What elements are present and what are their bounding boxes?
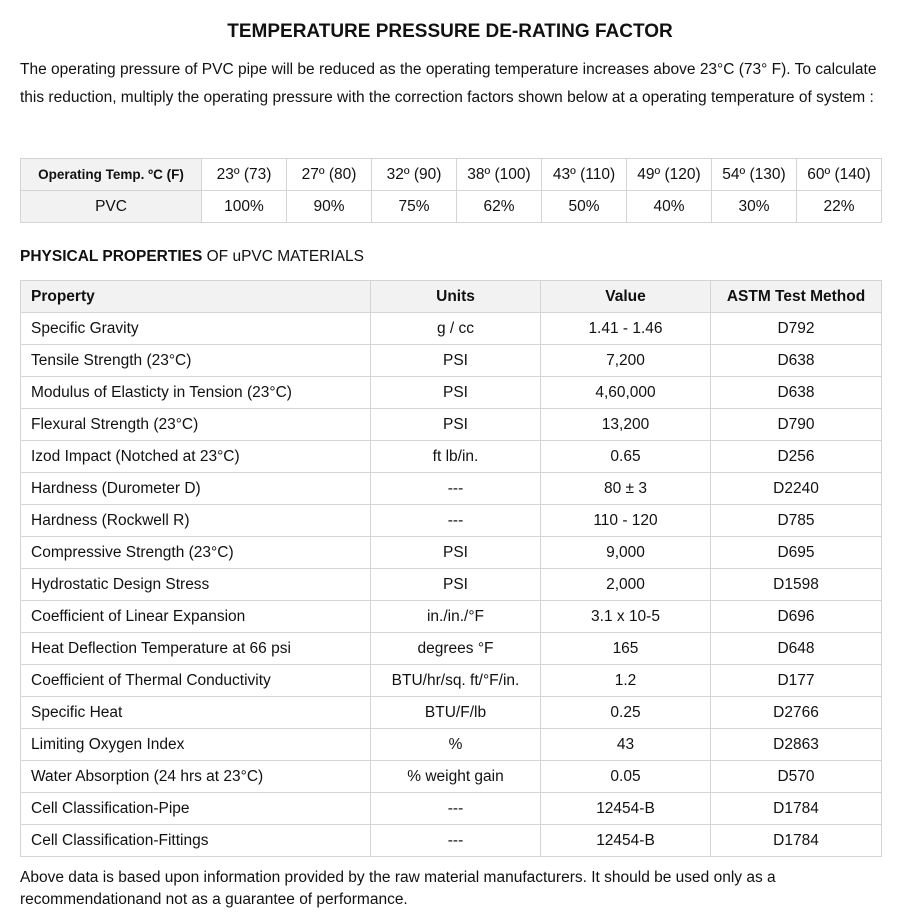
column-header-property: Property [21,281,371,313]
property-cell: Water Absorption (24 hrs at 23°C) [21,761,371,793]
units-cell: --- [371,473,541,505]
derating-table [20,158,882,223]
property-cell: Cell Classification-Fittings [21,825,371,857]
table-row [21,537,882,569]
astm-cell: D792 [711,313,882,345]
units-cell: degrees °F [371,633,541,665]
derating-temp-cell: 43º (110) [542,159,627,191]
astm-cell: D695 [711,537,882,569]
units-cell: PSI [371,409,541,441]
derating-temp-row [21,159,882,191]
page-title: TEMPERATURE PRESSURE DE-RATING FACTOR [227,21,673,42]
table-row [21,697,882,729]
astm-cell: D2240 [711,473,882,505]
units-cell: BTU/F/lb [371,697,541,729]
physical-properties-table [20,280,882,857]
table-row [21,569,882,601]
derating-factor-cell: 30% [712,191,797,223]
value-cell: 0.25 [541,697,711,729]
table-row [21,313,882,345]
units-cell: PSI [371,569,541,601]
property-cell: Izod Impact (Notched at 23°C) [21,441,371,473]
units-cell: in./in./°F [371,601,541,633]
property-cell: Hydrostatic Design Stress [21,569,371,601]
units-cell: BTU/hr/sq. ft/°F/in. [371,665,541,697]
units-cell: --- [371,505,541,537]
astm-cell: D177 [711,665,882,697]
derating-factor-cell: 62% [457,191,542,223]
astm-cell: D696 [711,601,882,633]
property-cell: Coefficient of Linear Expansion [21,601,371,633]
table-row [21,601,882,633]
astm-cell: D1598 [711,569,882,601]
units-cell: % weight gain [371,761,541,793]
table-row [21,633,882,665]
footnote: Above data is based upon information provided by the raw material manufacturers. It should be used only as a recommendationand not as a guarantee of performance. [20,869,776,908]
property-cell: Flexural Strength (23°C) [21,409,371,441]
value-cell: 13,200 [541,409,711,441]
property-cell: Specific Gravity [21,313,371,345]
physical-header-row [21,281,882,313]
astm-cell: D790 [711,409,882,441]
value-cell: 1.2 [541,665,711,697]
astm-cell: D2766 [711,697,882,729]
astm-cell: D570 [711,761,882,793]
table-row [21,729,882,761]
value-cell: 12454-B [541,793,711,825]
value-cell: 0.65 [541,441,711,473]
value-cell: 7,200 [541,345,711,377]
property-cell: Compressive Strength (23°C) [21,537,371,569]
astm-cell: D2863 [711,729,882,761]
intro-paragraph: The operating pressure of PVC pipe will be reduced as the operating temperature increases above 23°C (73° F). To calculate this reduction, multiply the operating pressure with the correction factors shown below at a operating temperature of system : [20,61,877,106]
derating-factor-cell: 50% [542,191,627,223]
astm-cell: D1784 [711,793,882,825]
derating-factor-cell: 100% [202,191,287,223]
derating-temp-cell: 38º (100) [457,159,542,191]
table-row [21,377,882,409]
units-cell: ft lb/in. [371,441,541,473]
astm-cell: D638 [711,377,882,409]
value-cell: 0.05 [541,761,711,793]
units-cell: PSI [371,537,541,569]
astm-cell: D1784 [711,825,882,857]
astm-cell: D256 [711,441,882,473]
value-cell: 1.41 - 1.46 [541,313,711,345]
property-cell: Tensile Strength (23°C) [21,345,371,377]
derating-factor-cell: 75% [372,191,457,223]
value-cell: 110 - 120 [541,505,711,537]
column-header-astm: ASTM Test Method [711,281,882,313]
table-row [21,441,882,473]
derating-factor-cell: 40% [627,191,712,223]
derating-factor-row [21,191,882,223]
physical-heading-rest: OF uPVC MATERIALS [202,248,364,265]
astm-cell: D648 [711,633,882,665]
value-cell: 43 [541,729,711,761]
derating-temp-cell: 54º (130) [712,159,797,191]
property-cell: Hardness (Rockwell R) [21,505,371,537]
table-row [21,793,882,825]
value-cell: 9,000 [541,537,711,569]
table-row [21,409,882,441]
derating-material-label: PVC [21,191,202,223]
units-cell: % [371,729,541,761]
derating-temp-cell: 49º (120) [627,159,712,191]
property-cell: Cell Classification-Pipe [21,793,371,825]
value-cell: 3.1 x 10-5 [541,601,711,633]
units-cell: PSI [371,377,541,409]
property-cell: Coefficient of Thermal Conductivity [21,665,371,697]
units-cell: --- [371,793,541,825]
physical-properties-heading [20,246,364,268]
derating-temp-cell: 23º (73) [202,159,287,191]
property-cell: Limiting Oxygen Index [21,729,371,761]
column-header-value: Value [541,281,711,313]
derating-temp-cell: 32º (90) [372,159,457,191]
derating-header-label: Operating Temp. ºC (F) [21,159,202,191]
table-row [21,665,882,697]
units-cell: --- [371,825,541,857]
table-row [21,345,882,377]
table-row [21,825,882,857]
astm-cell: D785 [711,505,882,537]
derating-factor-cell: 22% [797,191,882,223]
value-cell: 12454-B [541,825,711,857]
derating-temp-cell: 27º (80) [287,159,372,191]
value-cell: 4,60,000 [541,377,711,409]
table-row [21,505,882,537]
property-cell: Specific Heat [21,697,371,729]
value-cell: 2,000 [541,569,711,601]
property-cell: Heat Deflection Temperature at 66 psi [21,633,371,665]
value-cell: 165 [541,633,711,665]
units-cell: g / cc [371,313,541,345]
astm-cell: D638 [711,345,882,377]
physical-heading-bold: PHYSICAL PROPERTIES [20,248,203,265]
derating-factor-cell: 90% [287,191,372,223]
property-cell: Modulus of Elasticty in Tension (23°C) [21,377,371,409]
value-cell: 80 ± 3 [541,473,711,505]
column-header-units: Units [371,281,541,313]
derating-temp-cell: 60º (140) [797,159,882,191]
table-row [21,473,882,505]
table-row [21,761,882,793]
units-cell: PSI [371,345,541,377]
property-cell: Hardness (Durometer D) [21,473,371,505]
